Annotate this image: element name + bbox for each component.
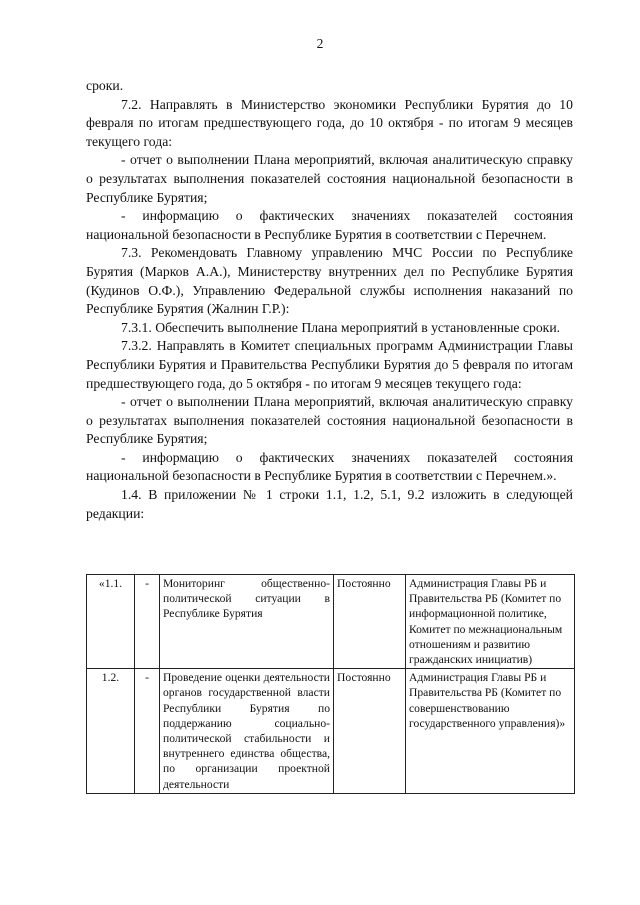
row-activity: Проведение оценки деятельности органов государственной власти Республики Бурятия по поддержанию социально-политической стабильности и внутреннего единства общества, по организации проектной деятельности — [160, 669, 334, 794]
paragraph: 7.3.1. Обеспечить выполнение Плана мероприятий в установленные сроки. — [121, 319, 561, 335]
table-row — [87, 575, 575, 669]
row-number: «1.1. — [87, 575, 135, 669]
row-dash: - — [135, 669, 160, 794]
paragraph: - отчет о выполнении Плана мероприятий, включая аналитическую справку о результатах выполнения показателей состояния национальной безопасности в Республике Бурятия; — [86, 152, 573, 205]
row-dash: - — [135, 575, 160, 669]
paragraph: - информацию о фактических значениях показателей состояния национальной безопасности в Республике Бурятия в соответствии с Перечнем. — [86, 208, 573, 242]
row-period: Постоянно — [334, 669, 406, 794]
row-responsible: Администрация Главы РБ и Правительства РБ (Комитет по совершенствованию государственного управления)» — [406, 669, 575, 794]
page-number: 2 — [316, 36, 324, 51]
paragraph: 7.2. Направлять в Министерство экономики Республики Бурятия до 10 февраля по итогам предшествующего года, до 10 октября - по итогам 9 месяцев текущего года: — [86, 96, 573, 149]
paragraph: - отчет о выполнении Плана мероприятий, включая аналитическую справку о результатах выполнения показателей состояния национальной безопасности в Республике Бурятия; — [86, 394, 573, 447]
row-responsible: Администрация Главы РБ и Правительства РБ (Комитет по информационной политике, Комитет по межнациональным отношениям и развитию гражданских инициатив) — [406, 575, 575, 669]
table-row — [87, 669, 575, 794]
row-activity: Мониторинг общественно-политической ситуации в Республике Бурятия — [160, 575, 334, 669]
paragraph: 7.3. Рекомендовать Главному управлению МЧС России по Республике Бурятия (Марков А.А.), Министерству внутренних дел по Республике Бурятия (Кудинов О.Ф.), Управлению Федеральной службы исполнения наказаний по Республике Бурятия (Жалнин Г.Р.): — [86, 245, 573, 317]
body-text — [86, 77, 573, 523]
paragraph: 7.3.2. Направлять в Комитет специальных программ Администрации Главы Республики Бурятия и Правительства Республики Бурятия до 5 февраля по итогам предшествующего года, до 5 октября - по итогам 9 месяцев текущего года: — [86, 338, 573, 391]
paragraph: сроки. — [86, 78, 124, 93]
row-number: 1.2. — [87, 669, 135, 794]
row-period: Постоянно — [334, 575, 406, 669]
paragraph: 1.4. В приложении № 1 строки 1.1, 1.2, 5.1, 9.2 изложить в следующей редакции: — [86, 487, 573, 521]
paragraph: - информацию о фактических значениях показателей состояния национальной безопасности в Республике Бурятия в соответствии с Перечнем.». — [86, 449, 573, 484]
plan-table — [86, 574, 575, 794]
